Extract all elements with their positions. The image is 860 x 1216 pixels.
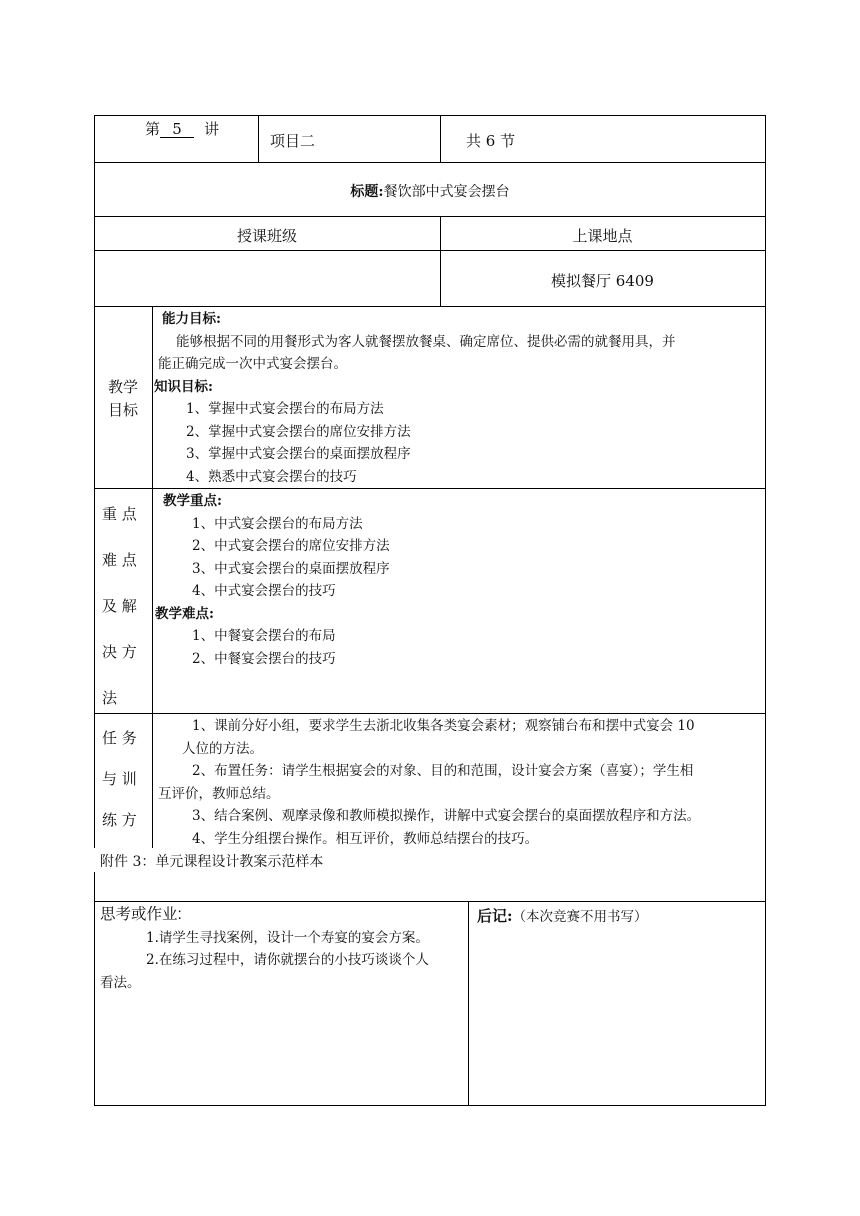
list-item: 4、熟悉中式宴会摆台的技巧 — [186, 468, 357, 485]
grid-line — [94, 488, 766, 489]
list-item: 2、布置任务：请学生根据宴会的对象、目的和范围，设计宴会方案（喜宴）；学生相 — [192, 763, 694, 779]
keypoints-content — [154, 490, 390, 670]
list-item: 3、掌握中式宴会摆台的桌面摆放程序 — [186, 446, 411, 462]
list-item: 2、中餐宴会摆台的技巧 — [192, 650, 336, 667]
lecture-number: 5 — [160, 121, 194, 138]
tasks-content — [154, 715, 700, 850]
keypoints-row-label: 重 点 难 点 及 解 决 方 法 — [102, 505, 137, 707]
title-text: 餐饮部中式宴会摆台 — [383, 184, 510, 200]
list-item: 4、学生分组摆台操作。相互评价，教师总结摆台的技巧。 — [192, 830, 539, 847]
location-value: 模拟餐厅 6409 — [551, 272, 654, 290]
key-heading: 教学重点: — [163, 493, 222, 509]
list-item: 看法。 — [100, 974, 141, 991]
grid-line — [94, 216, 766, 217]
list-item: 1、掌握中式宴会摆台的布局方法 — [186, 401, 384, 417]
ability-heading: 能力目标: — [162, 311, 221, 327]
total-sections: 共 6 节 — [466, 132, 516, 150]
lesson-title — [94, 181, 766, 201]
project-label: 项目二 — [270, 132, 316, 150]
grid-line — [94, 162, 766, 163]
list-item: 2、中式宴会摆台的席位安排方法 — [192, 538, 390, 554]
difficulty-heading: 教学难点: — [155, 605, 214, 622]
class-label: 授课班级 — [236, 227, 297, 245]
grid-line — [258, 115, 259, 162]
grid-line — [94, 115, 766, 116]
homework-heading: 思考或作业: — [100, 906, 182, 923]
objectives-content — [154, 308, 676, 488]
postscript — [477, 905, 648, 926]
tasks-row-label: 任 务 与 训 练 方 — [102, 729, 137, 829]
grid-line — [94, 1105, 766, 1106]
title-label: 标题: — [350, 184, 384, 200]
lecture-number-label: 第 5 讲 — [145, 120, 220, 138]
list-item: 2、掌握中式宴会摆台的席位安排方法 — [186, 423, 411, 440]
ability-text: 能够根据不同的用餐形式为客人就餐摆放餐桌、确定席位、提供必需的就餐用具，并 — [176, 333, 676, 350]
knowledge-heading: 知识目标: — [154, 378, 213, 395]
grid-line — [94, 872, 95, 1105]
list-item: 1、中式宴会摆台的布局方法 — [192, 515, 363, 532]
grid-line — [94, 901, 766, 902]
attachment-note: 附件 3：单元课程设计教案示范样本 — [100, 851, 329, 871]
grid-line — [765, 115, 766, 1106]
ability-text: 能正确完成一次中式宴会摆台。 — [158, 356, 347, 372]
list-item: 3、中式宴会摆台的桌面摆放程序 — [192, 560, 390, 577]
list-item: 1、课前分好小组，要求学生去浙北收集各类宴会素材；观察铺台布和摆中式宴会 10 — [192, 718, 695, 734]
list-item: 1、中餐宴会摆台的布局 — [192, 628, 336, 644]
objectives-row-label: 教学 目标 — [107, 378, 138, 419]
grid-line — [94, 713, 766, 714]
grid-line — [152, 306, 153, 848]
list-item: 2.在练习过程中，请你就摆台的小技巧谈谈个人 — [146, 952, 429, 968]
list-item: 3、结合案例、观摩录像和教师模拟操作，讲解中式宴会摆台的桌面摆放程序和方法。 — [192, 808, 701, 824]
list-item: 人位的方法。 — [182, 740, 263, 757]
grid-line — [94, 250, 766, 251]
grid-line — [468, 901, 469, 1105]
grid-line — [94, 306, 766, 307]
location-label: 上课地点 — [572, 227, 633, 245]
homework-content — [100, 904, 429, 994]
list-item: 1.请学生寻找案例，设计一个寿宴的宴会方案。 — [146, 929, 429, 946]
list-item: 4、中式宴会摆台的技巧 — [192, 583, 336, 599]
list-item: 互评价，教师总结。 — [158, 785, 280, 802]
grid-line — [440, 115, 441, 162]
postscript-heading: 后记: — [477, 907, 513, 925]
postscript-note: （本次竞赛不用书写） — [512, 909, 648, 925]
